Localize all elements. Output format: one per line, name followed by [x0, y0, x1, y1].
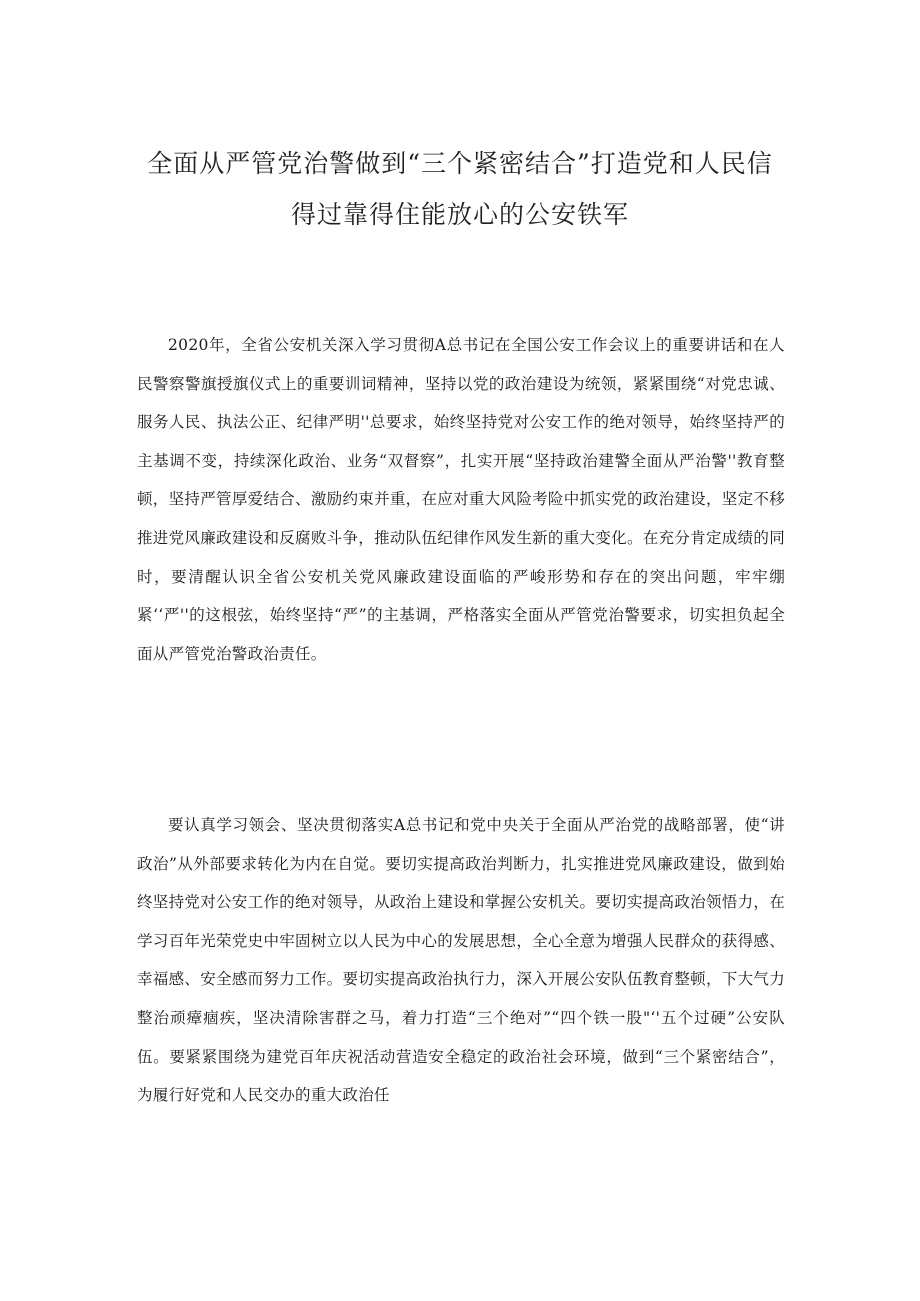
body-paragraph-1: 2020年，全省公安机关深入学习贯彻A总书记在全国公安工作会议上的重要讲话和在人民警察警旗授旗仪式上的重要训词精神，坚持以党的政治建设为统领，紧紧围绕“对党忠诚、服务人民、执法公正、纪律严明''总要求，始终坚持党对公安工作的绝对领导，始终坚持严的主基调不变，持续深化政治、业务“双督察”，扎实开展“坚持政治建警全面从严治警''教育整顿，坚持严管厚爱结合、激励约束并重，在应对重大风险考险中抓实党的政治建设，坚定不移推进党风廉政建设和反腐败斗争，推动队伍纪律作风发生新的重大变化。在充分肯定成绩的同时，要清醒认识全省公安机关党风廉政建设面临的严峻形势和存在的突出问题，牢牢绷紧‘‘严''的这根弦，始终坚持“严”的主基调，严格落实全面从严管党治警要求，切实担负起全面从严管党治警政治责任。: [137, 336, 785, 663]
title-line-1: 全面从严管党治警做到“三个紧密结合”打造党和人民信: [147, 149, 773, 178]
document-title: [130, 138, 790, 240]
body-paragraph-2: 要认真学习领会、坚决贯彻落实A总书记和党中央关于全面从严治党的战略部署，使“讲政治”从外部要求转化为内在自觉。要切实提高政治判断力，扎实推进党风廉政建设，做到始终坚持党对公安工作的绝对领导，从政治上建设和掌握公安机关。要切实提高政治领悟力，在学习百年光荣党史中牢固树立以人民为中心的发展思想，全心全意为增强人民群众的获得感、幸福感、安全感而努力工作。要切实提高政治执行力，深入开展公安队伍教育整顿，下大气力整治顽瘴痼疾，坚决清除害群之马，着力打造“三个绝对”“四个铁一股"‘'五个过硬”公安队伍。要紧紧围绕为建党百年庆祝活动营造安全稳定的政治社会环境，做到“三个紧密结合”，为履行好党和人民交办的重大政治任: [137, 816, 785, 1105]
title-line-2: 得过靠得住能放心的公安铁军: [290, 200, 629, 229]
